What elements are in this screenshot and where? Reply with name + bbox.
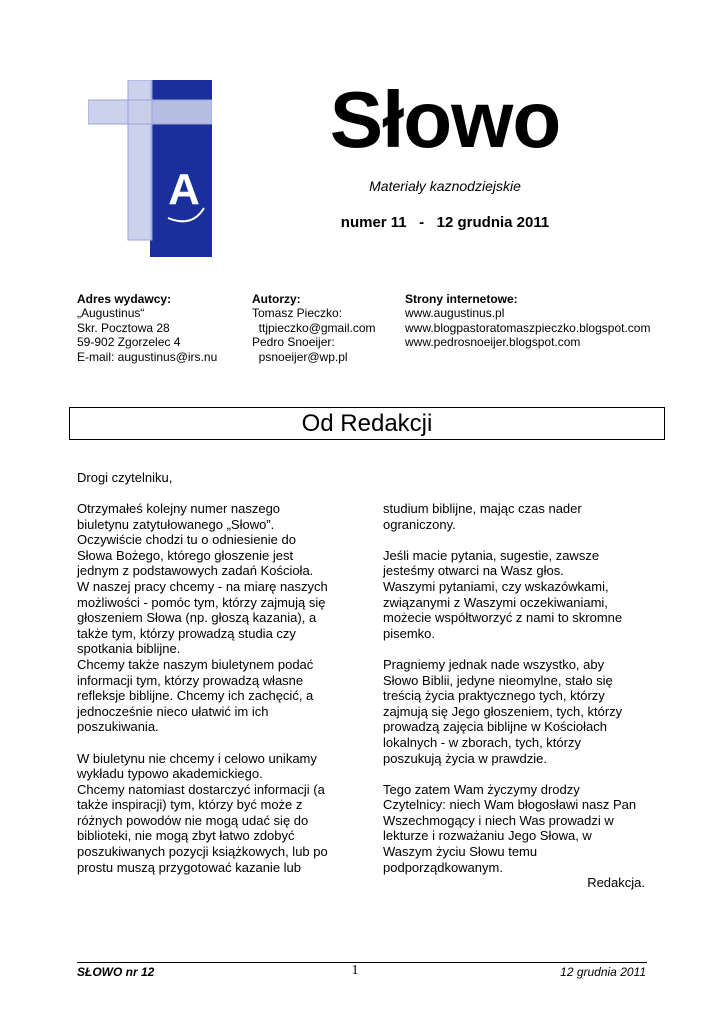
text-line: Czytelnicy: niech Wam błogosławi nasz Pan xyxy=(383,797,637,813)
text-line: prostu muszą przygotować kazanie lub xyxy=(77,859,302,875)
text-line: Chcemy natomiast dostarczyć informacji (a xyxy=(77,781,325,797)
text-line: związanymi z Waszymi oczekiwaniami, xyxy=(383,594,608,610)
footer-date: 12 grudnia 2011 xyxy=(560,965,646,979)
logo-letter: A xyxy=(168,165,200,214)
author-email: psnoeijer@wp.pl xyxy=(252,349,348,364)
paragraph xyxy=(77,501,367,735)
section-title: Od Redakcji xyxy=(69,407,665,440)
publisher-line: „Augustinus“ xyxy=(77,306,145,321)
left-column xyxy=(77,501,367,891)
text-line: treścią życia praktycznego tych, którzy xyxy=(383,688,605,704)
issue-number: numer 11 - 12 grudnia 2011 xyxy=(340,214,550,231)
text-line: jednym z podstawowych zadań Kościoła. xyxy=(77,563,314,579)
text-line: jednocześnie nieco ułatwić im ich xyxy=(77,703,269,719)
author-name: Tomasz Pieczko: xyxy=(252,306,343,321)
text-line: lekturze i rozważaniu Jego Słowa, w xyxy=(383,828,592,844)
right-column xyxy=(383,501,653,891)
text-line: Słowo Biblii, jedyne nieomylne, stało się xyxy=(383,672,613,688)
text-line: refleksje biblijne. Chcemy ich zachęcić, a xyxy=(77,688,314,704)
text-line: podporządkowanym. xyxy=(383,859,503,875)
paragraph xyxy=(383,657,653,766)
authors-info xyxy=(252,292,376,364)
text-line: także inspiracji) tym, którzy być może z xyxy=(77,797,303,813)
paragraph xyxy=(383,501,653,532)
text-line: jesteśmy otwarci na Wasz głos. xyxy=(383,563,564,579)
text-line: wykładu typowo akademickiego. xyxy=(77,766,263,782)
text-line: głoszeniem Słowa (np. głoszą kazania), a xyxy=(77,610,317,626)
paragraph xyxy=(383,548,653,642)
authors-heading: Autorzy: xyxy=(252,292,301,306)
text-line: biblioteki, nie mogą zbyt łatwo zdobyć xyxy=(77,828,295,844)
websites-info xyxy=(405,292,650,350)
text-line: Chcemy także naszym biuletynem podać xyxy=(77,656,314,672)
text-line: studium biblijne, mając czas nader xyxy=(383,501,582,516)
paragraph xyxy=(77,751,367,876)
augustinus-logo xyxy=(88,80,212,257)
text-line: poszukiwania. xyxy=(77,719,159,735)
website-link: www.blogpastoratomaszpieczko.blogspot.com xyxy=(405,320,651,335)
text-line: ograniczony. xyxy=(383,516,456,532)
publisher-line: Skr. Pocztowa 28 xyxy=(77,320,170,335)
text-line: spotkania biblijne. xyxy=(77,641,181,657)
websites-heading: Strony internetowe: xyxy=(405,292,518,306)
text-line: Oczywiście chodzi tu o odniesienie do xyxy=(77,532,296,548)
publisher-heading: Adres wydawcy: xyxy=(77,292,172,306)
website-link: www.augustinus.pl xyxy=(405,306,505,321)
footer-publication: SŁOWO nr 12 xyxy=(77,965,155,979)
text-line: zajmują się Jego głoszeniem, tych, którzy xyxy=(383,703,623,719)
text-line: pisemko. xyxy=(383,625,436,641)
page-number: 1 xyxy=(351,963,359,978)
text-line: poszukiwanych pozycji książkowych, lub po xyxy=(77,844,328,860)
text-line: także tym, którzy prowadzą studia czy xyxy=(77,625,296,641)
text-line: W naszej pracy chcemy - na miarę naszych xyxy=(77,578,328,594)
publication-title: Słowo xyxy=(329,75,561,164)
text-line: Pragniemy jednak nade wszystko, aby xyxy=(383,656,605,672)
text-line: prowadzą zajęcia biblijne w Kościołach xyxy=(383,719,608,735)
text-line: lokalnych - w zborach, tych, którzy xyxy=(383,734,581,750)
text-line: Tego zatem Wam życzymy drodzy xyxy=(383,781,580,797)
text-line: Słowa Bożego, którego głoszenie jest xyxy=(77,547,294,563)
text-line: Jeśli macie pytania, sugestie, zawsze xyxy=(383,547,600,563)
website-link: www.pedrosnoeijer.blogspot.com xyxy=(405,335,581,350)
text-line: poszukują życia w prawdzie. xyxy=(383,750,548,766)
text-line: różnych powodów nie mogą udać się do xyxy=(77,812,309,828)
signature: Redakcja. xyxy=(587,875,645,891)
text-line: informacji tym, którzy prowadzą własne xyxy=(77,672,304,688)
publisher-info xyxy=(77,292,217,364)
text-line: Waszym życiu Słowu temu xyxy=(383,844,538,860)
publication-subtitle: Materiały kaznodziejskie xyxy=(369,178,521,194)
text-line: możecie współtworzyć z nami to skromne xyxy=(383,610,623,626)
text-line: Otrzymałeś kolejny numer naszego xyxy=(77,501,281,516)
paragraph xyxy=(383,782,653,876)
text-line: Waszymi pytaniami, czy wskazówkami, xyxy=(383,578,609,594)
text-line: możliwości - pomóc tym, którzy zajmują się xyxy=(77,594,326,610)
text-line: biuletynu zatytułowanego „Słowo”. xyxy=(77,516,275,532)
greeting: Drogi czytelniku, xyxy=(77,470,173,485)
publisher-email: E-mail: augustinus@irs.nu xyxy=(77,349,218,364)
author-email: ttjpieczko@gmail.com xyxy=(252,320,376,335)
publisher-line: 59-902 Zgorzelec 4 xyxy=(77,335,181,350)
text-line: W biuletynu nie chcemy i celowo unikamy xyxy=(77,750,317,766)
text-line: Wszechmogący i niech Was prowadzi w xyxy=(383,812,614,828)
author-name: Pedro Snoeijer: xyxy=(252,335,335,350)
